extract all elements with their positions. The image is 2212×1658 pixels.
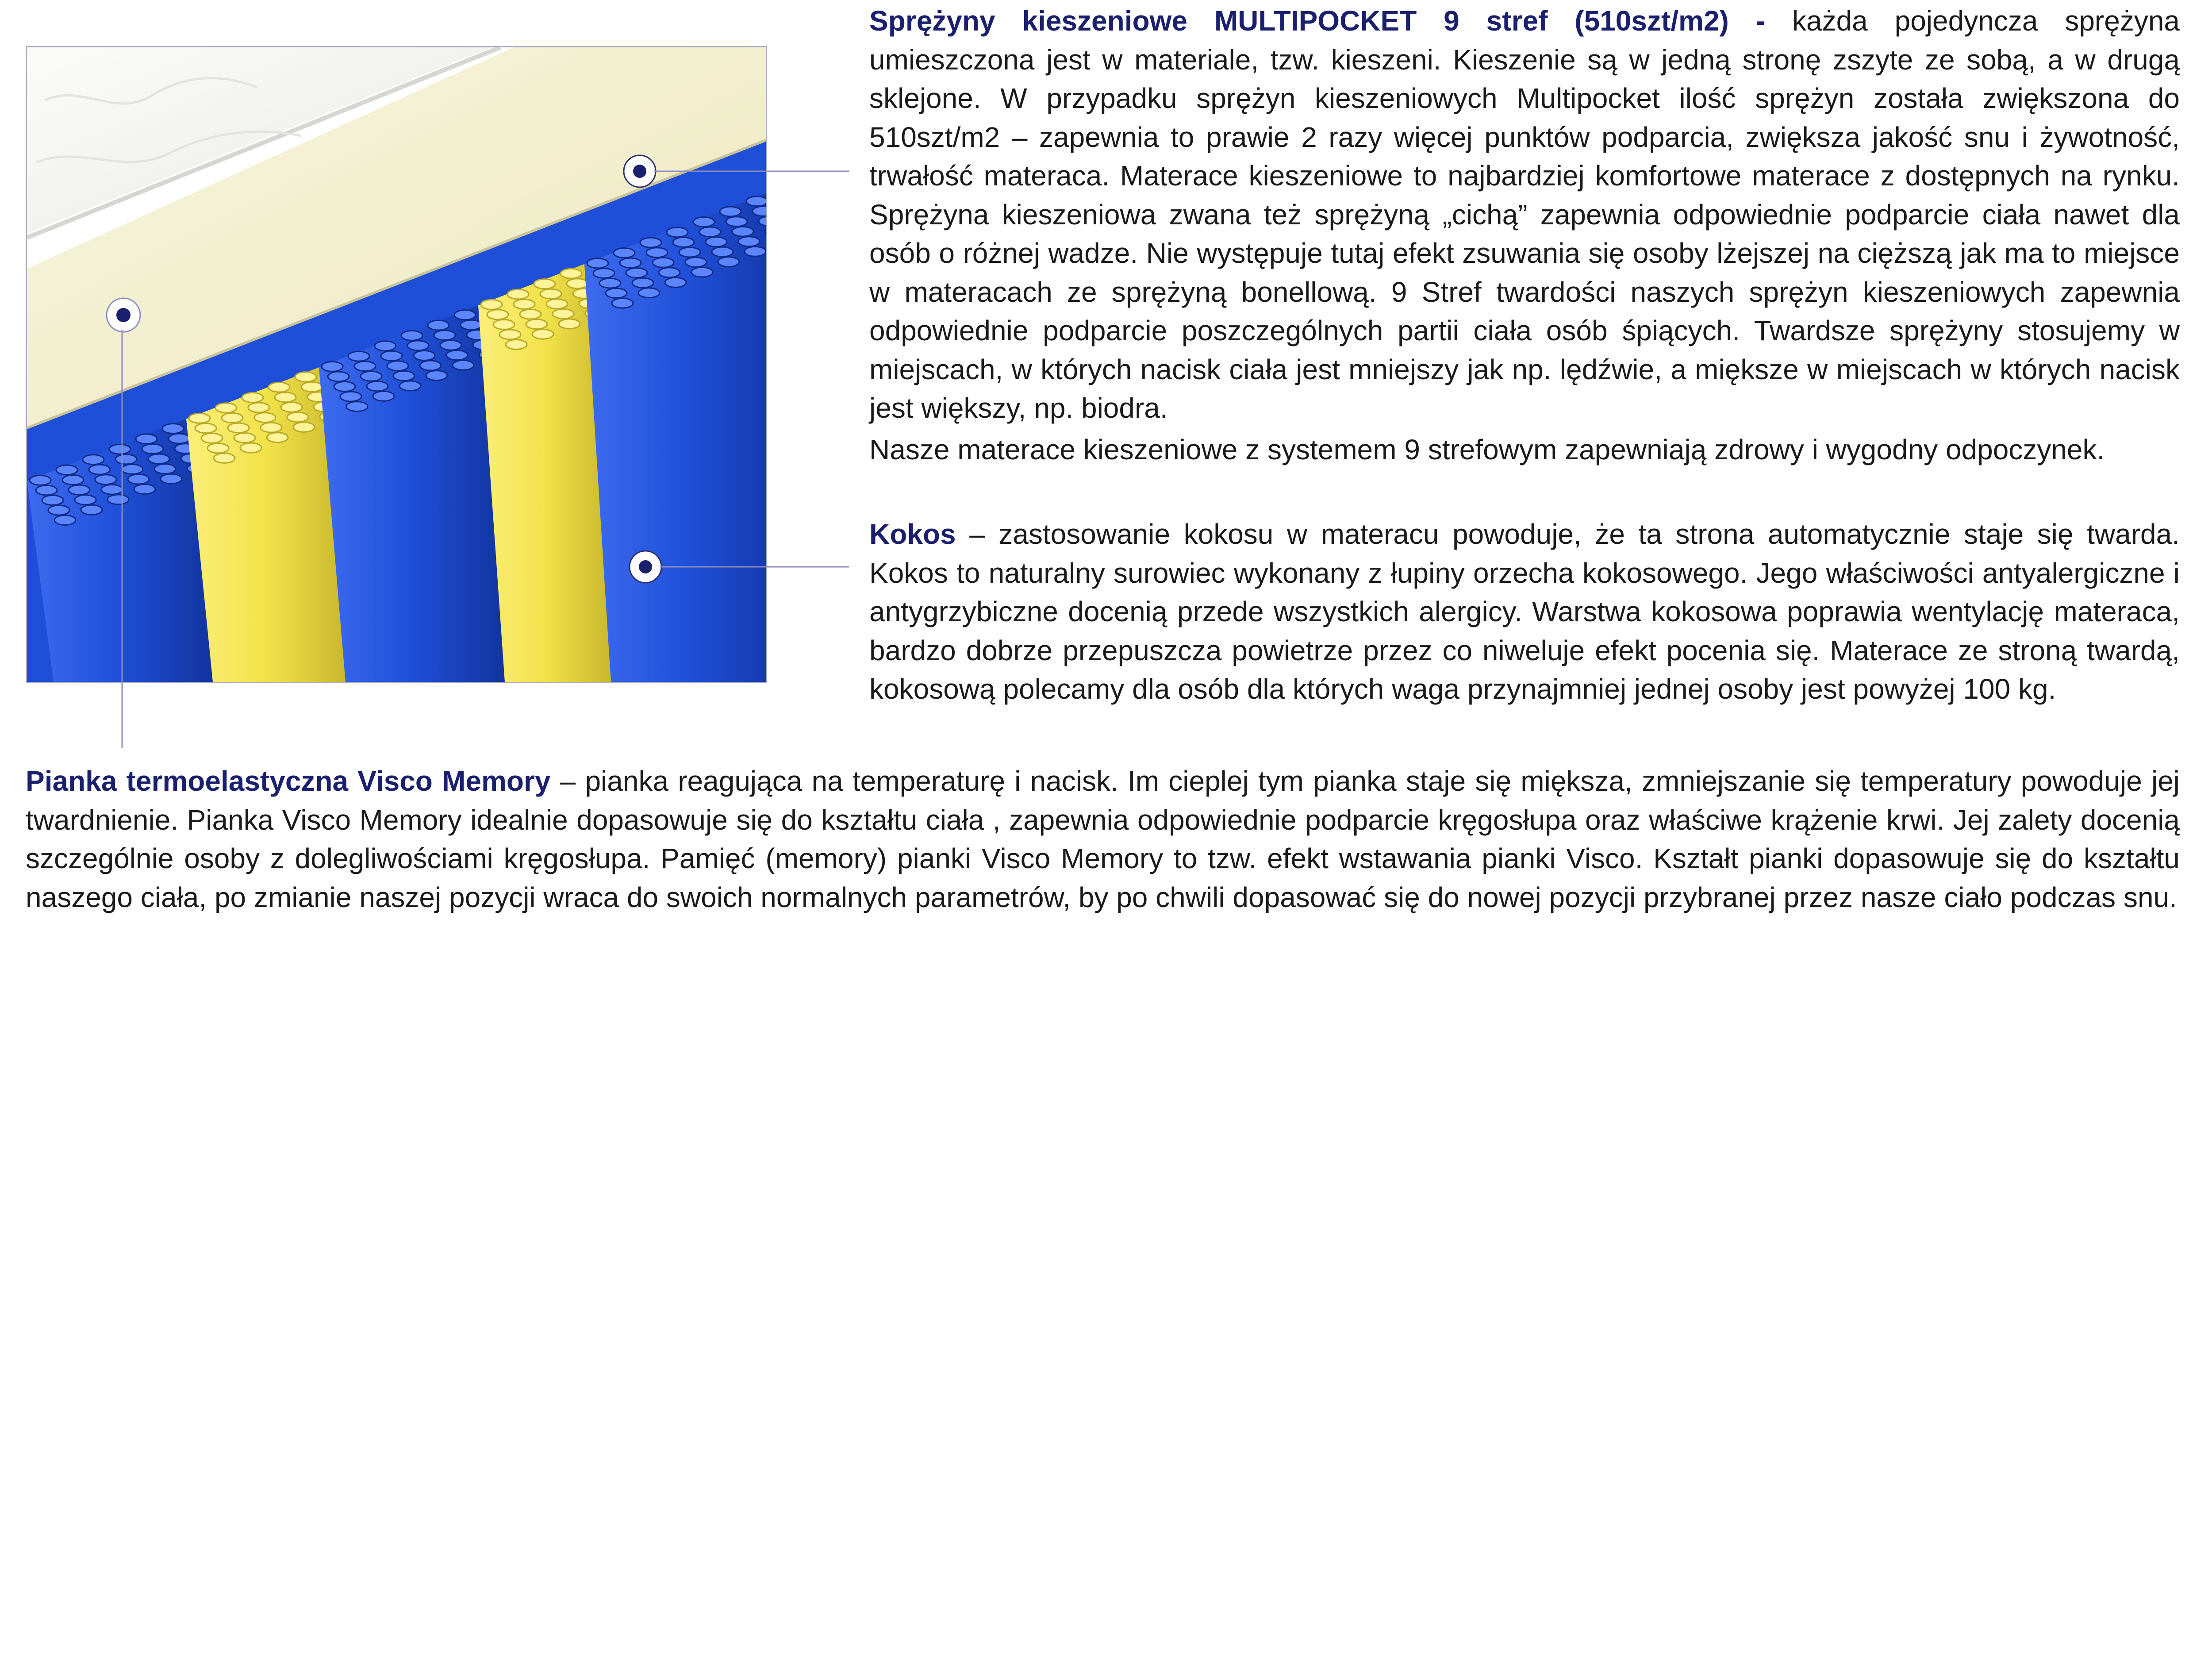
spring-top (201, 433, 223, 443)
spring-top (561, 269, 582, 278)
spring-top (109, 444, 131, 454)
spring-top (148, 454, 169, 464)
springs-marker (624, 155, 656, 187)
spring-top (506, 340, 527, 350)
spring-top (453, 360, 474, 370)
spring-top (134, 484, 155, 494)
spring-top (269, 382, 290, 392)
spring-top (267, 433, 288, 442)
kokos-body: – zastosowanie kokosu w materacu powoduje, że ta strona automatycznie staje się twarda. Kokos to naturalny surowiec wykonany z łupiny orzecha kokosowego. Jego właściwości antyalergiczne i antygrzybiczne docenią przede wszystkich alergicy. Warstwa kokosowa poprawia wentylację materaca, bardzo dobrze przepuszcza powietrze przez co niweluje efekt pocenia się. Materace ze stroną twardą, kokosową polecamy dla osób dla których waga przynajmniej jednej osoby jest powyżej 100 kg. (869, 518, 2180, 705)
spring-top (612, 298, 633, 308)
spring-top (54, 515, 76, 525)
spring-top (732, 227, 753, 236)
spring-top (195, 423, 216, 433)
spring-top (559, 319, 580, 329)
spring-top (440, 340, 461, 350)
spring-top (620, 258, 641, 268)
spring-top (401, 331, 422, 340)
mattress-cross-section-image (26, 46, 767, 683)
spring-top (62, 475, 84, 485)
spring-top (718, 257, 739, 267)
spring-top (414, 350, 435, 360)
spring-top (720, 207, 741, 216)
spring-top (546, 299, 568, 309)
spring-top (234, 433, 255, 443)
spring-top (381, 351, 402, 361)
spring-top (287, 412, 308, 422)
spring-top (295, 372, 316, 382)
spring-top (154, 464, 176, 474)
spring-zone (584, 192, 766, 682)
mattress-illustration (27, 47, 766, 682)
kokos-marker (630, 551, 661, 583)
spring-top (89, 465, 110, 474)
spring-top (354, 362, 376, 371)
spring-top (189, 413, 210, 423)
spring-top (361, 371, 382, 381)
spring-top (659, 268, 680, 277)
spring-top (567, 279, 588, 289)
spring-top (275, 392, 296, 402)
spring-top (632, 278, 653, 288)
spring-top (240, 443, 261, 453)
spring-zone (319, 305, 505, 682)
spring-top (665, 277, 686, 287)
spring-top (746, 196, 766, 206)
spring-top (753, 206, 766, 216)
spring-top (136, 434, 157, 444)
spring-top (420, 361, 441, 370)
spring-top (242, 392, 263, 402)
visco-title: Pianka termoelastyczna Visco Memory (26, 765, 551, 797)
spring-top (520, 309, 541, 319)
spring-top (69, 485, 90, 495)
spring-top (281, 402, 302, 412)
spring-top (461, 320, 482, 330)
spring-top (42, 495, 63, 505)
spring-top (301, 382, 323, 392)
spring-top (83, 455, 104, 465)
spring-top (108, 495, 129, 504)
spring-top (638, 288, 660, 298)
spring-top (653, 258, 674, 267)
spring-top (593, 268, 614, 278)
spring-top (169, 434, 190, 443)
spring-top (248, 403, 269, 412)
spring-top (407, 341, 429, 350)
spring-top (340, 392, 361, 401)
spring-top (214, 453, 235, 463)
visco-description (26, 762, 2180, 917)
spring-top (207, 443, 229, 453)
spring-top (81, 505, 102, 515)
spring-top (679, 247, 700, 257)
spring-top (387, 361, 408, 371)
spring-top (626, 268, 647, 278)
visco-body: – pianka reagująca na temperaturę i nacisk. Im cieplej tym pianka staje się miększa, zmniejszanie się temperatury powoduje jej twardnienie. Pianka Visco Memory idealnie dopasowuje się do kształtu ciała , zapewnia odpowiednie podparcie kręgosłupa oraz właściwe krążenie krwi. Jej zalety docenią szczególnie osoby z dolegliwościami kręgosłupa. Pamięć (memory) pianki Visco Memory to tzw. efekt wstawania pianki Visco. Kształt pianki dopasowuje się do kształtu naszego ciała, po zmianie naszej pozycji wraca do swoich normalnych parametrów, by po chwili dopasować się do nowej pozycji przybranej przez nasze ciało podczas snu. (26, 765, 2180, 913)
spring-top (738, 237, 760, 246)
spring-top (367, 381, 388, 391)
spring-top (534, 279, 555, 289)
spring-top (56, 465, 77, 475)
spring-top (101, 485, 123, 494)
spring-top (614, 248, 635, 258)
spring-top (142, 444, 163, 454)
kokos-title: Kokos (869, 518, 956, 550)
spring-top (667, 227, 688, 237)
spring-top (48, 505, 69, 515)
spring-top (685, 257, 707, 267)
spring-top (36, 485, 57, 495)
spring-top (507, 289, 529, 299)
spring-top (261, 423, 282, 432)
spring-top (446, 350, 468, 360)
visco-marker (107, 298, 140, 332)
spring-top (640, 238, 661, 247)
spring-top (254, 413, 276, 423)
spring-top (712, 247, 733, 257)
springs-closing: Nasze materace kieszeniowe z systemem 9 strefowym zapewniają zdrowy i wygodny odpoczynek. (869, 433, 2105, 465)
spring-top (487, 310, 508, 319)
spring-top (646, 248, 668, 258)
spring-top (426, 371, 447, 381)
spring-top (481, 300, 502, 309)
spring-top (222, 413, 243, 423)
spring-top (540, 289, 561, 299)
spring-top (334, 382, 355, 392)
spring-top (75, 495, 96, 505)
spring-top (322, 362, 343, 371)
spring-top (30, 475, 51, 485)
spring-top (745, 246, 766, 256)
spring-top (348, 351, 369, 361)
spring-top (393, 371, 415, 381)
spring-top (115, 454, 137, 464)
kokos-description (869, 515, 2180, 709)
spring-top (228, 423, 249, 433)
spring-top (428, 320, 449, 330)
spring-top (599, 278, 621, 288)
spring-top (215, 403, 237, 413)
spring-top (587, 258, 608, 268)
spring-top (693, 217, 714, 227)
springs-body: każda pojedyncza sprężyna umieszczona jest w materiale, tzw. kieszeni. Kieszenie są w jedną stronę zszyte ze sobą, a w drugą sklejone. W przypadku sprężyn kieszeniowych Multipocket ilość sprężyn została zwiększona do 510szt/m2 – zapewnia to prawie 2 razy więcej punktów podparcia, zwiększa jakość snu i żywotność, trwałość materaca. Materace kieszeniowe to najbardziej komfortowe materace z dostępnych na rynku. Sprężyna kieszeniowa zwana też sprężyną „cichą” zapewnia odpowiednie podparcie ciała nawet dla osób o różnej wadze. Nie występuje tutaj efekt zsuwania się osoby lżejszej na cięższą jak ma to miejsce w materacach ze sprężyną bonellową. 9 Stref twardości naszych sprężyn kieszeniowych zapewnia odpowiednie podparcie poszczególnych partii ciała osób śpiących. Twardsze sprężyny stosujemy w miejscach, w których nacisk ciała jest mniejszy jak np. lędźwie, a miększe w miejscach w których nacisk jest większy, np. biodra. (869, 5, 2180, 424)
spring-top (691, 267, 713, 277)
spring-top (161, 474, 182, 484)
spring-top (526, 319, 547, 329)
spring-top (122, 464, 143, 474)
spring-top (726, 217, 747, 227)
spring-top (328, 372, 349, 381)
spring-top (493, 319, 515, 329)
spring-top (293, 422, 315, 432)
spring-top (399, 381, 421, 391)
spring-top (706, 237, 727, 247)
spring-top (553, 309, 574, 319)
spring-top (532, 329, 553, 339)
spring-top (162, 424, 184, 434)
spring-top (514, 300, 535, 309)
spring-top (373, 391, 394, 401)
spring-top (95, 475, 116, 485)
spring-top (128, 474, 149, 484)
spring-top (606, 289, 627, 298)
springs-description (869, 2, 2180, 469)
spring-top (499, 330, 521, 339)
spring-top (346, 402, 368, 412)
spring-top (434, 331, 455, 340)
spring-top (375, 341, 396, 351)
spring-top (454, 310, 476, 320)
spring-top (673, 237, 694, 247)
springs-title: Sprężyny kieszeniowe MULTIPOCKET 9 stref (510szt/m2) - (869, 5, 1766, 37)
spring-top (699, 227, 721, 237)
